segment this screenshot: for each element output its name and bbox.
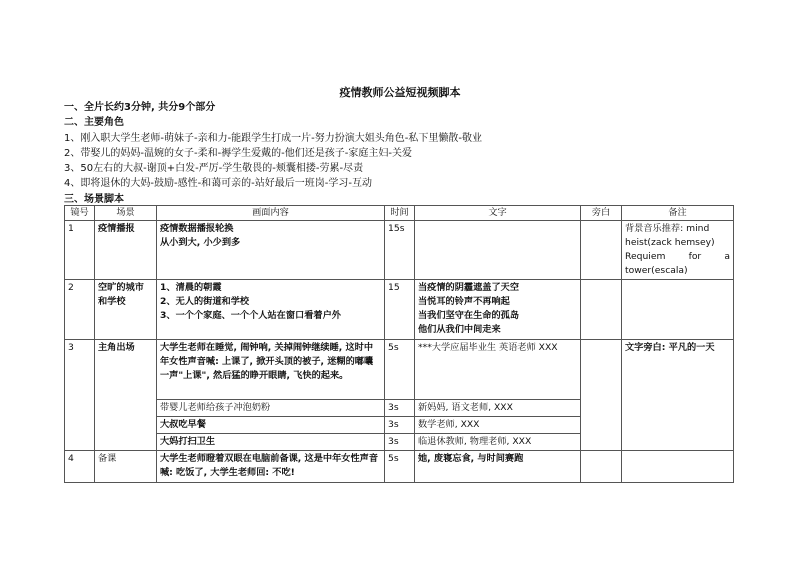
scene-line: 和学校 [98, 296, 126, 307]
cell-content: 大学生老师瞪着双眼在电脑前备课, 这是中年女性声音喊: 吃饭了, 大学生老师回: 不吃! [157, 451, 385, 483]
text-line: 他们从我们中间走来 [418, 324, 501, 335]
role-1: 1、刚入职大学生老师-萌妹子-亲和力-能跟学生打成一片-努力扮演大姐头角色-私下里懒散-敬业 [64, 132, 483, 144]
header-time: 时间 [385, 206, 415, 221]
cell-text: 她, 废寝忘食, 与时间赛跑 [415, 451, 581, 483]
text-line: 当疫情的阴霾遮盖了天空 [418, 282, 520, 293]
cell-time: 3s [385, 400, 415, 417]
note-line: heist(zack hemsey) [625, 237, 715, 248]
cell-time: 15s [385, 221, 415, 280]
cell-text [415, 280, 581, 340]
cell-voiceover [581, 340, 622, 451]
cell-voiceover [581, 451, 622, 483]
cell-content: 大学生老师在睡觉, 闹钟响, 关掉闹钟继续睡, 这时中年女性声音喊: 上课了, 掀开头顶的被子, 迷糊的嘟囔一声"上课", 然后猛的睁开眼睛, 飞快的起来。 [157, 340, 385, 400]
note-line: 背景音乐推荐: mind [625, 223, 710, 234]
section-script-heading: 三、场景脚本 [64, 193, 124, 205]
note-word: a [724, 251, 730, 262]
cell-shot-no: 3 [65, 340, 95, 451]
cell-time: 3s [385, 417, 415, 434]
document-title: 疫情教师公益短视频脚本 [339, 86, 461, 99]
cell-content: 带婴儿老师给孩子冲泡奶粉 [157, 400, 385, 417]
cell-scene: 备课 [95, 451, 157, 483]
role-2: 2、带娶儿的妈妈-温婉的女子-柔和-褥学生爱戴的-他们还是孩子-家庭主妇-关爱 [64, 147, 413, 159]
content-line: 疫情数据播报轮换 [160, 223, 234, 234]
table-row [65, 280, 734, 340]
cell-content [157, 280, 385, 340]
cell-time: 5s [385, 451, 415, 483]
table-row [65, 340, 734, 400]
table-row [65, 451, 734, 483]
cell-scene: 主角出场 [95, 340, 157, 451]
content-line: 从小到大, 小少到多 [160, 237, 241, 248]
header-scene: 场景 [95, 206, 157, 221]
cell-time: 3s [385, 434, 415, 451]
note-line: tower(escala) [625, 265, 688, 276]
cell-voiceover [581, 221, 622, 280]
cell-content [157, 221, 385, 280]
cell-time: 15 [385, 280, 415, 340]
role-3: 3、50左右的大叔-谢顶+白发-严厉-学生敬畏的-颊囊相搂-劳累-尽责 [64, 163, 364, 175]
note-word: Requiem [625, 251, 666, 262]
intro-section [64, 100, 482, 207]
cell-notes [622, 221, 734, 280]
cell-shot-no: 2 [65, 280, 95, 340]
cell-time: 5s [385, 340, 415, 400]
script-table [64, 205, 734, 483]
note-word: for [688, 251, 702, 262]
cell-scene: 疫情播报 [95, 221, 157, 280]
cell-content: 大叔吃早餐 [157, 417, 385, 434]
cell-shot-no: 1 [65, 221, 95, 280]
cell-notes [622, 451, 734, 483]
content-line: 3、一个个家庭、一个个人站在窗口看着户外 [160, 310, 341, 321]
content-line: 1、清晨的朝霞 [160, 282, 222, 293]
header-voiceover: 旁白 [581, 206, 622, 221]
table-row [65, 221, 734, 280]
note-line [625, 250, 730, 264]
cell-voiceover [581, 280, 622, 340]
section-length: 一、全片长约3分钟, 共分9个部分 [64, 102, 216, 113]
cell-scene [95, 280, 157, 340]
text-line: 当悦耳的铃声不再响起 [418, 296, 510, 307]
text-line: 当我们坚守在生命的孤岛 [418, 310, 520, 321]
cell-text: ***大学应届毕业生 英语老师 XXX [415, 340, 581, 400]
header-notes: 备注 [622, 206, 734, 221]
cell-content: 大妈打扫卫生 [157, 434, 385, 451]
cell-notes [622, 280, 734, 340]
scene-line: 空旷的城市 [98, 282, 144, 293]
header-content: 画面内容 [157, 206, 385, 221]
table-header-row [65, 206, 734, 221]
content-line: 2、无人的街道和学校 [160, 296, 250, 307]
header-shot-no: 镜号 [65, 206, 95, 221]
cell-notes: 文字旁白: 平凡的一天 [622, 340, 734, 451]
cell-text: 新妈妈, 语文老师, XXX [415, 400, 581, 417]
header-text: 文字 [415, 206, 581, 221]
cell-text: 数学老师, XXX [415, 417, 581, 434]
role-4: 4、即将退休的大妈-鼓励-感性-和蔼可亲的-站好最后一班岗-学习-互动 [64, 178, 373, 190]
cell-text: 临退休教师, 物理老师, XXX [415, 434, 581, 451]
section-roles-heading: 二、主要角色 [64, 117, 124, 129]
cell-shot-no: 4 [65, 451, 95, 483]
cell-text [415, 221, 581, 280]
